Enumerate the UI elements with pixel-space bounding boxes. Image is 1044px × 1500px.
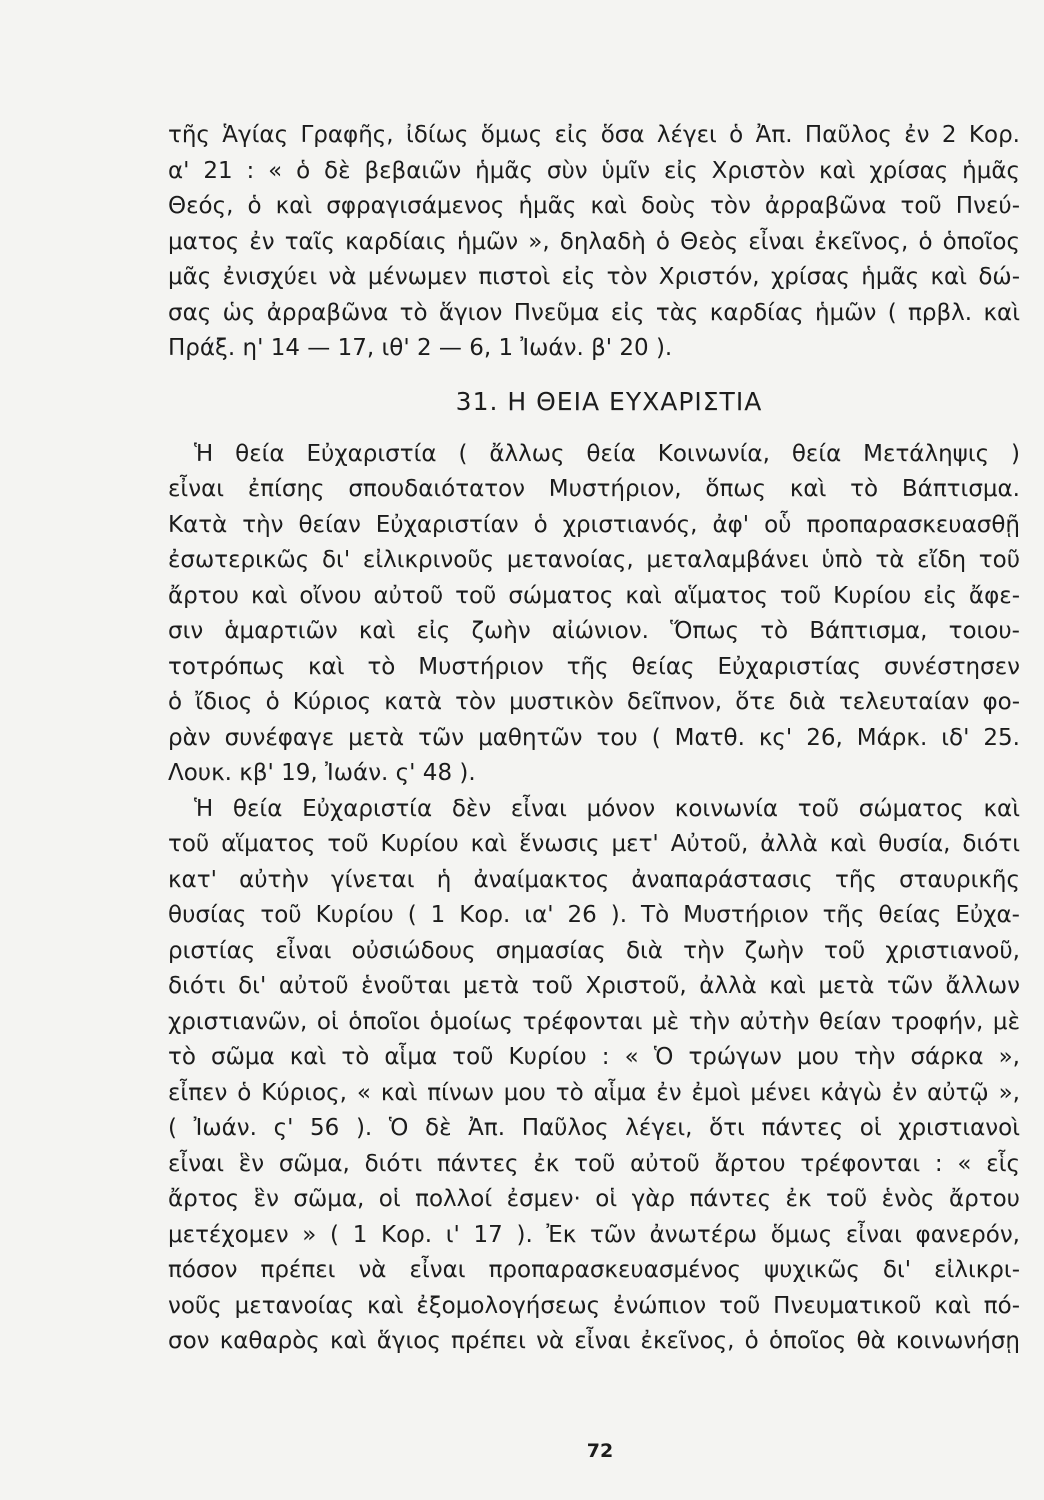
text-line: μᾶς ἐνισχύει νὰ μένωμεν πιστοὶ εἰς τὸν Χριστόν, χρίσας ἡμᾶς καὶ δώ- (168, 264, 1020, 290)
text-line: ἐσωτερικῶς δι' εἰλικρινοῦς μετανοίας, μεταλαμβάνει ὑπὸ τὰ εἴδη τοῦ (168, 547, 1020, 573)
text-line: ματος ἐν ταῖς καρδίαις ἡμῶν », δηλαδὴ ὁ Θεὸς εἶναι ἐκεῖνος, ὁ ὁποῖος (168, 228, 1020, 255)
text-line: τὸ σῶμα καὶ τὸ αἷμα τοῦ Κυρίου : « Ὁ τρώγων μου τὴν σάρκα », (168, 1044, 1020, 1070)
text-line: τοτρόπως καὶ τὸ Μυστήριον τῆς θείας Εὐχαριστίας συνέστησεν (168, 653, 1020, 680)
text-line: εἶναι ἐπίσης σπουδαιότατον Μυστήριον, ὅπως καὶ τὸ Βάπτισμα. (168, 476, 1020, 502)
text-line: ( Ἰωάν. ς' 56 ). Ὁ δὲ Ἀπ. Παῦλος λέγει, ὅτι πάντες οἱ χριστιανοὶ (168, 1115, 1020, 1141)
text-line: μετέχομεν » ( 1 Κορ. ι' 17 ). Ἐκ τῶν ἀνωτέρω ὅμως εἶναι φανερόν, (168, 1221, 1020, 1248)
text-block (168, 118, 1020, 1360)
text-line: τοῦ αἵματος τοῦ Κυρίου καὶ ἕνωσις μετ' Αὐτοῦ, ἀλλὰ καὶ θυσία, διότι (168, 831, 1020, 857)
text-line: Ἡ θεία Εὐχαριστία ( ἄλλως θεία Κοινωνία, θεία Μετάληψις ) (194, 440, 1020, 467)
text-line: σιν ἁμαρτιῶν καὶ εἰς ζωὴν αἰώνιον. Ὅπως τὸ Βάπτισμα, τοιου- (168, 618, 1020, 644)
text-line: θυσίας τοῦ Κυρίου ( 1 Κορ. ια' 26 ). Τὸ Μυστήριον τῆς θείας Εὐχα- (168, 902, 1020, 928)
text-line: σον καθαρὸς καὶ ἅγιος πρέπει νὰ εἶναι ἐκεῖνος, ὁ ὁποῖος θὰ κοινωνήσῃ (168, 1328, 1020, 1354)
text-line: ὁ ἴδιος ὁ Κύριος κατὰ τὸν μυστικὸν δεῖπνον, ὅτε διὰ τελευταίαν φο- (168, 689, 1020, 715)
text-line: Κατὰ τὴν θείαν Εὐχαριστίαν ὁ χριστιανός, ἀφ' οὗ προπαρασκευασθῇ (168, 511, 1020, 538)
text-line: Ἡ θεία Εὐχαριστία δὲν εἶναι μόνον κοινωνία τοῦ σώματος καὶ (194, 795, 1020, 822)
text-line: διότι δι' αὐτοῦ ἑνοῦται μετὰ τοῦ Χριστοῦ, ἀλλὰ καὶ μετὰ τῶν ἄλλων (168, 973, 1020, 999)
text-line: ρὰν συνέφαγε μετὰ τῶν μαθητῶν του ( Ματθ. κς' 26, Μάρκ. ιδ' 25. (168, 724, 1020, 751)
text-line: ἄρτος ἓν σῶμα, οἱ πολλοί ἐσμεν· οἱ γὰρ πάντες ἐκ τοῦ ἑνὸς ἄρτου (168, 1186, 1020, 1212)
text-line: νοῦς μετανοίας καὶ ἐξομολογήσεως ἐνώπιον τοῦ Πνευματικοῦ καὶ πό- (168, 1292, 1020, 1319)
text-line: κατ' αὐτὴν γίνεται ἡ ἀναίμακτος ἀναπαράστασις τῆς σταυρικῆς (168, 866, 1020, 893)
text-line: τῆς Ἁγίας Γραφῆς, ἰδίως ὅμως εἰς ὅσα λέγει ὁ Ἀπ. Παῦλος ἐν 2 Κορ. (168, 122, 1020, 148)
text-line: α' 21 : « ὁ δὲ βεβαιῶν ἡμᾶς σὺν ὑμῖν εἰς Χριστὸν καὶ χρίσας ἡμᾶς (168, 157, 1020, 184)
text-line: χριστιανῶν, οἱ ὁποῖοι ὁμοίως τρέφονται μὲ τὴν αὐτὴν θείαν τροφήν, μὲ (168, 1008, 1020, 1035)
text-line: Πράξ. η' 14 — 17, ιθ' 2 — 6, 1 Ἰωάν. β' 20 ). (168, 335, 673, 361)
text-line: πόσον πρέπει νὰ εἶναι προπαρασκευασμένος ψυχικῶς δι' εἰλικρι- (168, 1257, 1020, 1283)
text-line: Θεός, ὁ καὶ σφραγισάμενος ἡμᾶς καὶ δοὺς τὸν ἀρραβῶνα τοῦ Πνεύ- (168, 193, 1020, 219)
page-number: 72 (586, 1440, 614, 1462)
paragraph-1 (168, 437, 1020, 792)
text-line: σας ὡς ἀρραβῶνα τὸ ἅγιον Πνεῦμα εἰς τὰς καρδίας ἡμῶν ( πρβλ. καὶ (168, 299, 1020, 326)
text-line: ἄρτου καὶ οἴνου αὐτοῦ τοῦ σώματος καὶ αἵματος τοῦ Κυρίου εἰς ἄφε- (168, 582, 1020, 609)
text-line: εἶπεν ὁ Κύριος, « καὶ πίνων μου τὸ αἷμα ἐν ἐμοὶ μένει κἀγὼ ἐν αὐτῷ », (168, 1079, 1020, 1106)
text-line: Λουκ. κβ' 19, Ἰωάν. ς' 48 ). (168, 760, 476, 786)
text-line: εἶναι ἓν σῶμα, διότι πάντες ἐκ τοῦ αὐτοῦ ἄρτου τρέφονται : « εἷς (168, 1150, 1020, 1177)
section-heading: 31. Η ΘΕΙΑ ΕΥΧΑΡΙΣΤΙΑ (455, 386, 763, 416)
paragraph-top (168, 118, 1020, 367)
paragraph-2 (168, 792, 1020, 1360)
text-line: ριστίας εἶναι οὐσιώδους σημασίας διὰ τὴν ζωὴν τοῦ χριστιανοῦ, (168, 937, 1020, 964)
